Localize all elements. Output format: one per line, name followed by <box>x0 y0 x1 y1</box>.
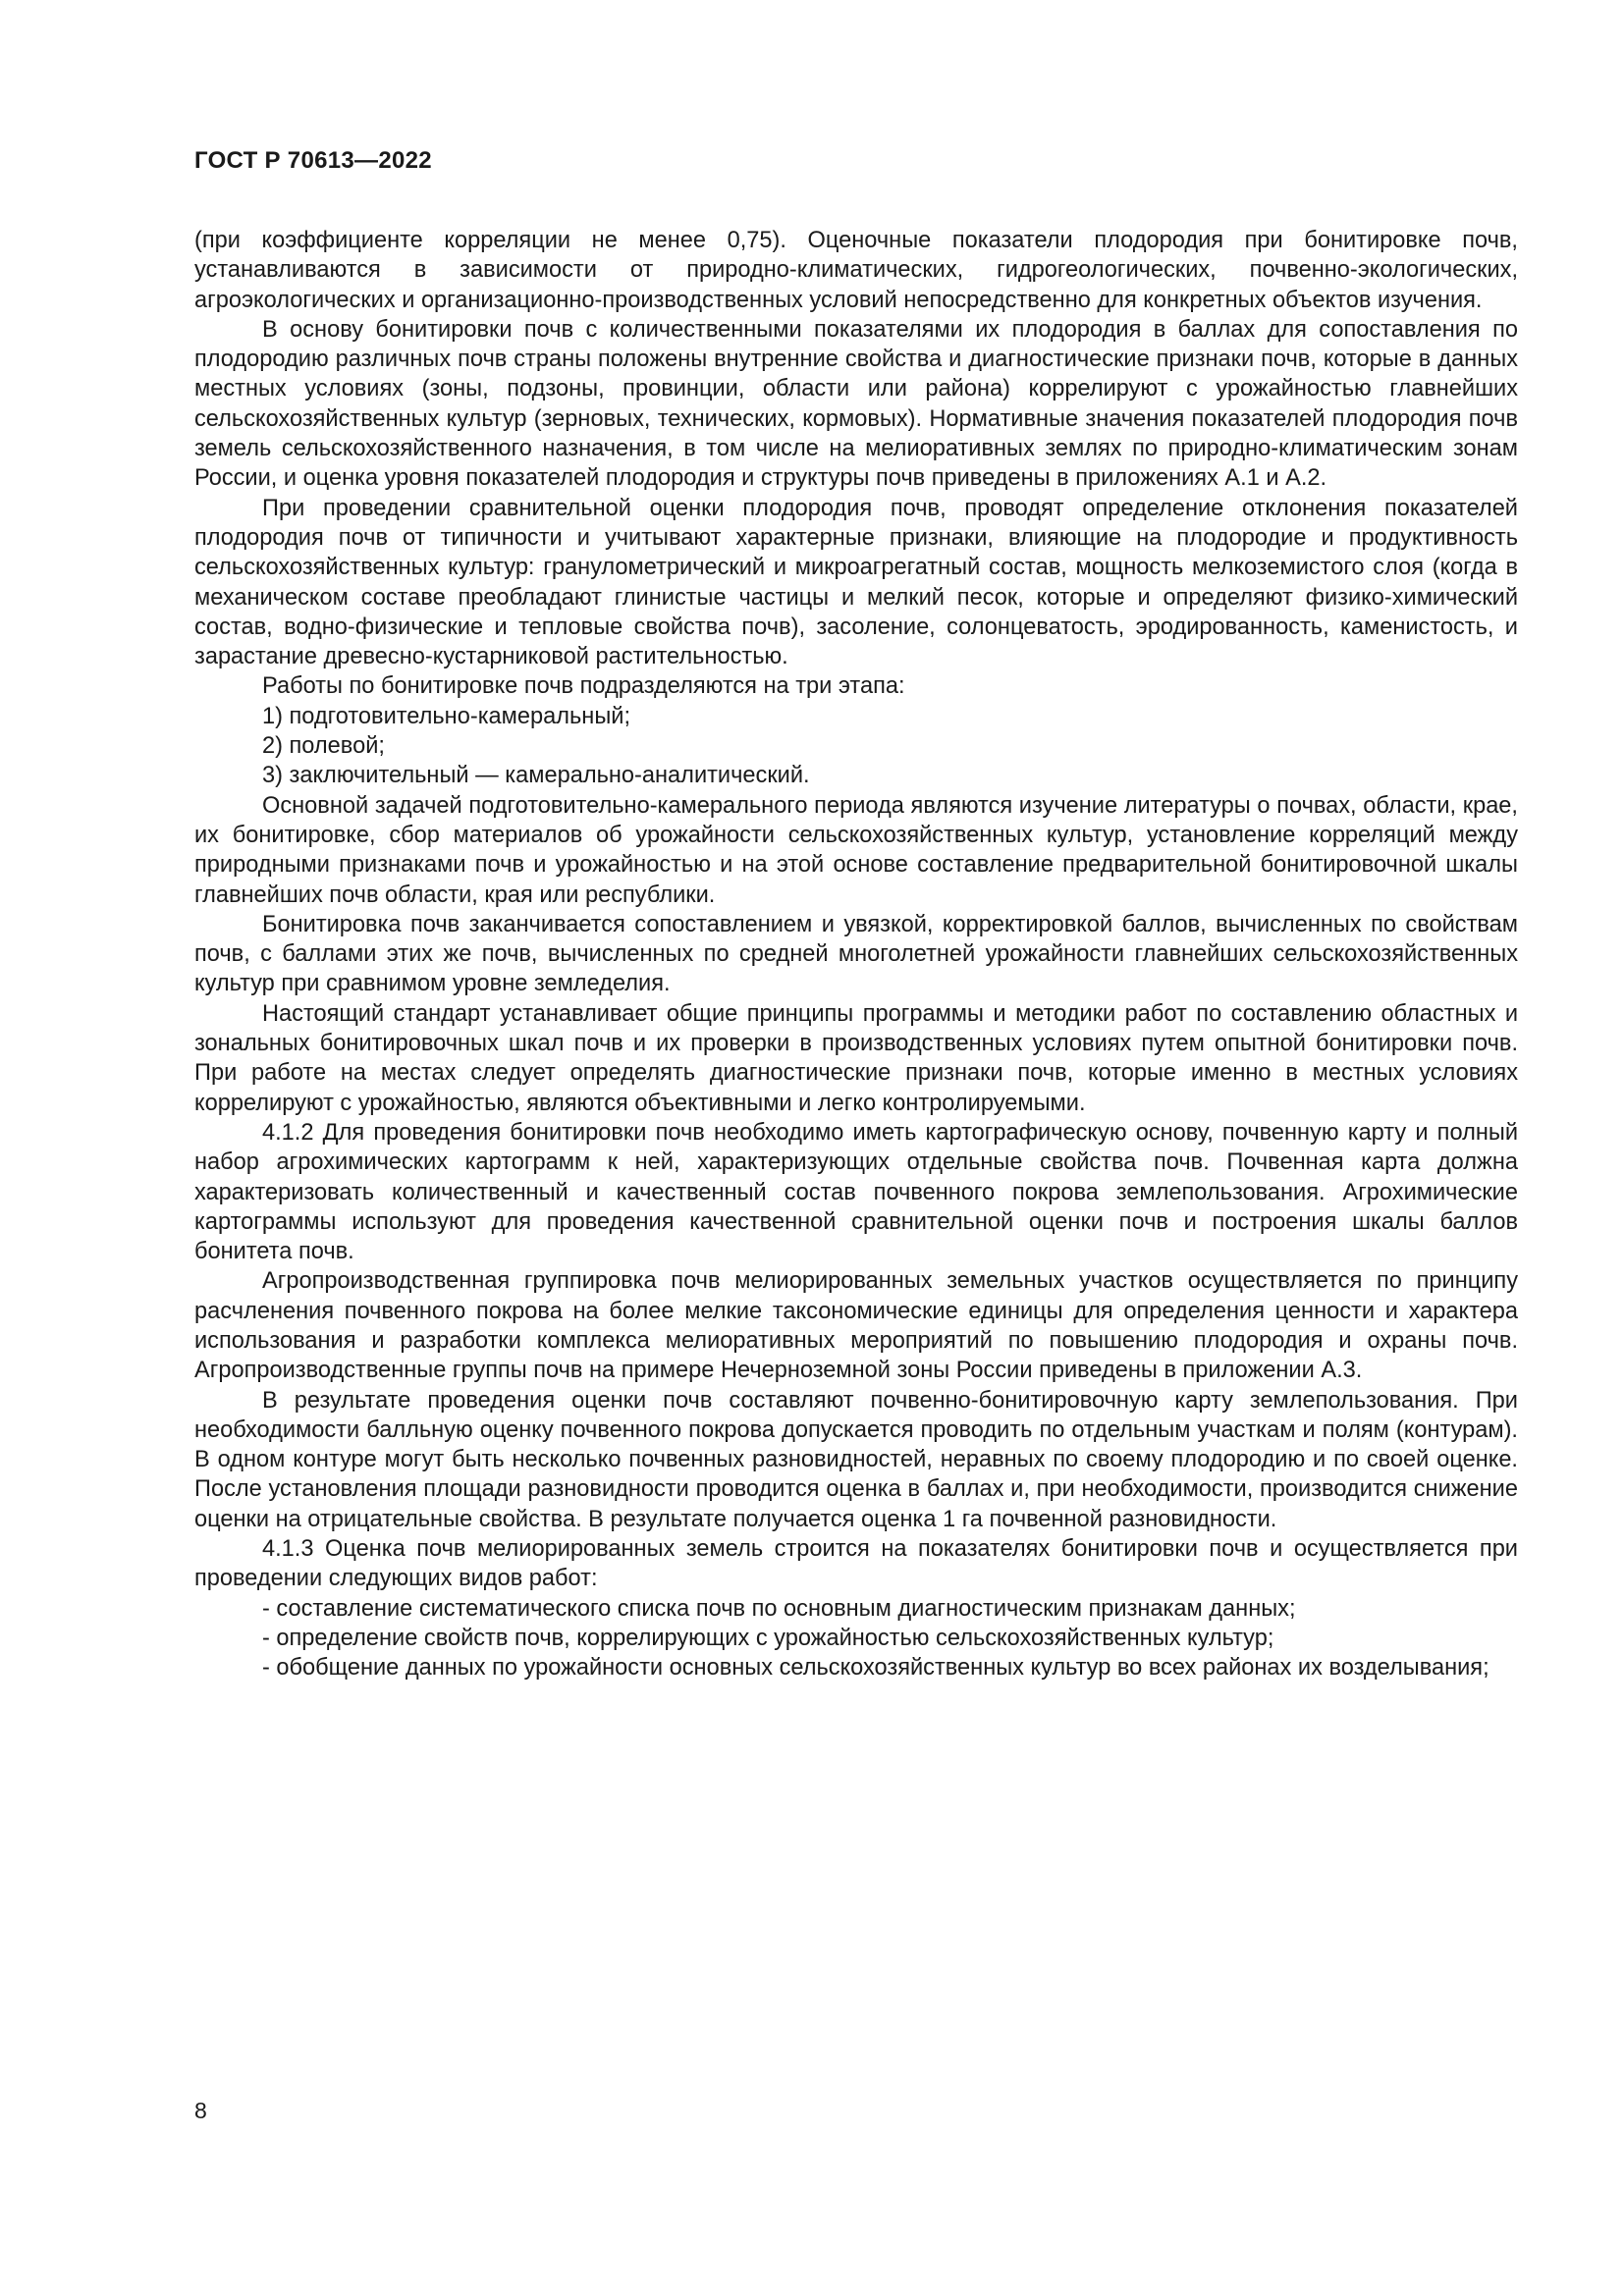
list-item: - определение свойств почв, коррелирующих с урожайностью сельскохозяйственных культур; <box>262 1625 1274 1651</box>
page-number: 8 <box>194 2098 207 2123</box>
paragraph: В основу бонитировки почв с количественными показателями их плодородия в баллах для сопоставления по плодородию различных почв страны положены внутренние свойства и диагностические признаки почв, которые в данных местных условиях (зоны, подзоны, провинции, области или района) коррелируют с урожайностью главнейших сельскохозяйственных культур (зерновых, технических, кормовых). Нормативные значения показателей плодородия почв земель сельскохозяйственного назначения, в том числе на мелиоративных землях по природно-климатическим зонам России, и оценка уровня показателей плодородия и структуры почв приведены в приложениях А.1 и А.2. <box>194 316 1518 492</box>
paragraph: Работы по бонитировке почв подразделяются на три этапа: <box>262 673 905 700</box>
list-item: 2) полевой; <box>262 733 385 760</box>
list-item: - составление систематического списка почв по основным диагностическим признакам данных; <box>262 1595 1296 1622</box>
paragraph: Основной задачей подготовительно-камерального периода являются изучение литературы о почвах, области, крае, их бонитировке, сбор материалов об урожайности сельскохозяйственных культур, установление корреляций между природными признаками почв и урожайностью и на этой основе составление предварительной бонитировочной шкалы главнейших почв области, края или республики. <box>194 792 1518 908</box>
list-item: 1) подготовительно-камеральный; <box>262 703 631 729</box>
paragraph: Настоящий стандарт устанавливает общие принципы программы и методики работ по составлению областных и зональных бонитировочных шкал почв и их проверки в производственных условиях путем опытной бонитировки почв. При работе на местах следует определять диагностические признаки почв, которые именно в местных условиях коррелируют с урожайностью, являются объективными и легко контролируемыми. <box>194 1000 1518 1116</box>
clause-4-1-3: 4.1.3 Оценка почв мелиорированных земель строится на показателях бонитировки почв и осуществляется при проведении следующих видов работ: <box>194 1536 1518 1592</box>
document-header: ГОСТ Р 70613—2022 <box>194 147 432 174</box>
document-body <box>194 226 1518 1683</box>
paragraph: Агропроизводственная группировка почв мелиорированных земельных участков осуществляется по принципу расчленения почвенного покрова на более мелкие таксономические единицы для определения ценности и характера использования и разработки комплекса мелиоративных мероприятий по повышению плодородия и охраны почв. Агропроизводственные группы почв на примере Нечерноземной зоны России приведены в приложении А.3. <box>194 1268 1518 1384</box>
clause-4-1-2: 4.1.2 Для проведения бонитировки почв необходимо иметь картографическую основу, почвенную карту и полный набор агрохимических картограмм к ней, характеризующих отдельные свойства почв. Почвенная карта должна характеризовать количественный и качественный состав почвенного покрова землепользования. Агрохимические картограммы используют для проведения качественной сравнительной оценки почв и построения шкалы баллов бонитета почв. <box>194 1119 1518 1265</box>
list-item: - обобщение данных по урожайности основных сельскохозяйственных культур во всех районах их возделывания; <box>262 1655 1489 1682</box>
list-item: 3) заключительный — камерально-аналитический. <box>262 763 810 789</box>
paragraph-continuation: (при коэффициенте корреляции не менее 0,75). Оценочные показатели плодородия при бонитировке почв, устанавливаются в зависимости от природно-климатических, гидрогеологических, почвенно-экологических, агроэкологических и организационно-производственных условий непосредственно для конкретных объектов изучения. <box>194 228 1518 313</box>
paragraph: При проведении сравнительной оценки плодородия почв, проводят определение отклонения показателей плодородия почв от типичности и учитывают характерные признаки, влияющие на плодородие и продуктивность сельскохозяйственных культур: гранулометрический и микроагрегатный состав, мощность мелкоземистого слоя (когда в механическом составе преобладают глинистые частицы и мелкий песок, которые и определяют физико-химический состав, водно-физические и тепловые свойства почв), засоление, солонцеватость, эродированность, каменистость, и зарастание древесно-кустарниковой растительностью. <box>194 495 1518 670</box>
paragraph: Бонитировка почв заканчивается сопоставлением и увязкой, корректировкой баллов, вычисленных по свойствам почв, с баллами этих же почв, вычисленных по средней многолетней урожайности главнейших сельскохозяйственных культур при сравнимом уровне земледелия. <box>194 911 1518 997</box>
paragraph: В результате проведения оценки почв составляют почвенно-бонитировочную карту землепользования. При необходимости балльную оценку почвенного покрова допускается проводить по отдельным участкам и полям (контурам). В одном контуре могут быть несколько почвенных разновидностей, неравных по своему плодородию и по своей оценке. После установления площади разновидности проводится оценка в баллах и, при необходимости, производится снижение оценки на отрицательные свойства. В результате получается оценка 1 га почвенной разновидности. <box>194 1387 1518 1532</box>
